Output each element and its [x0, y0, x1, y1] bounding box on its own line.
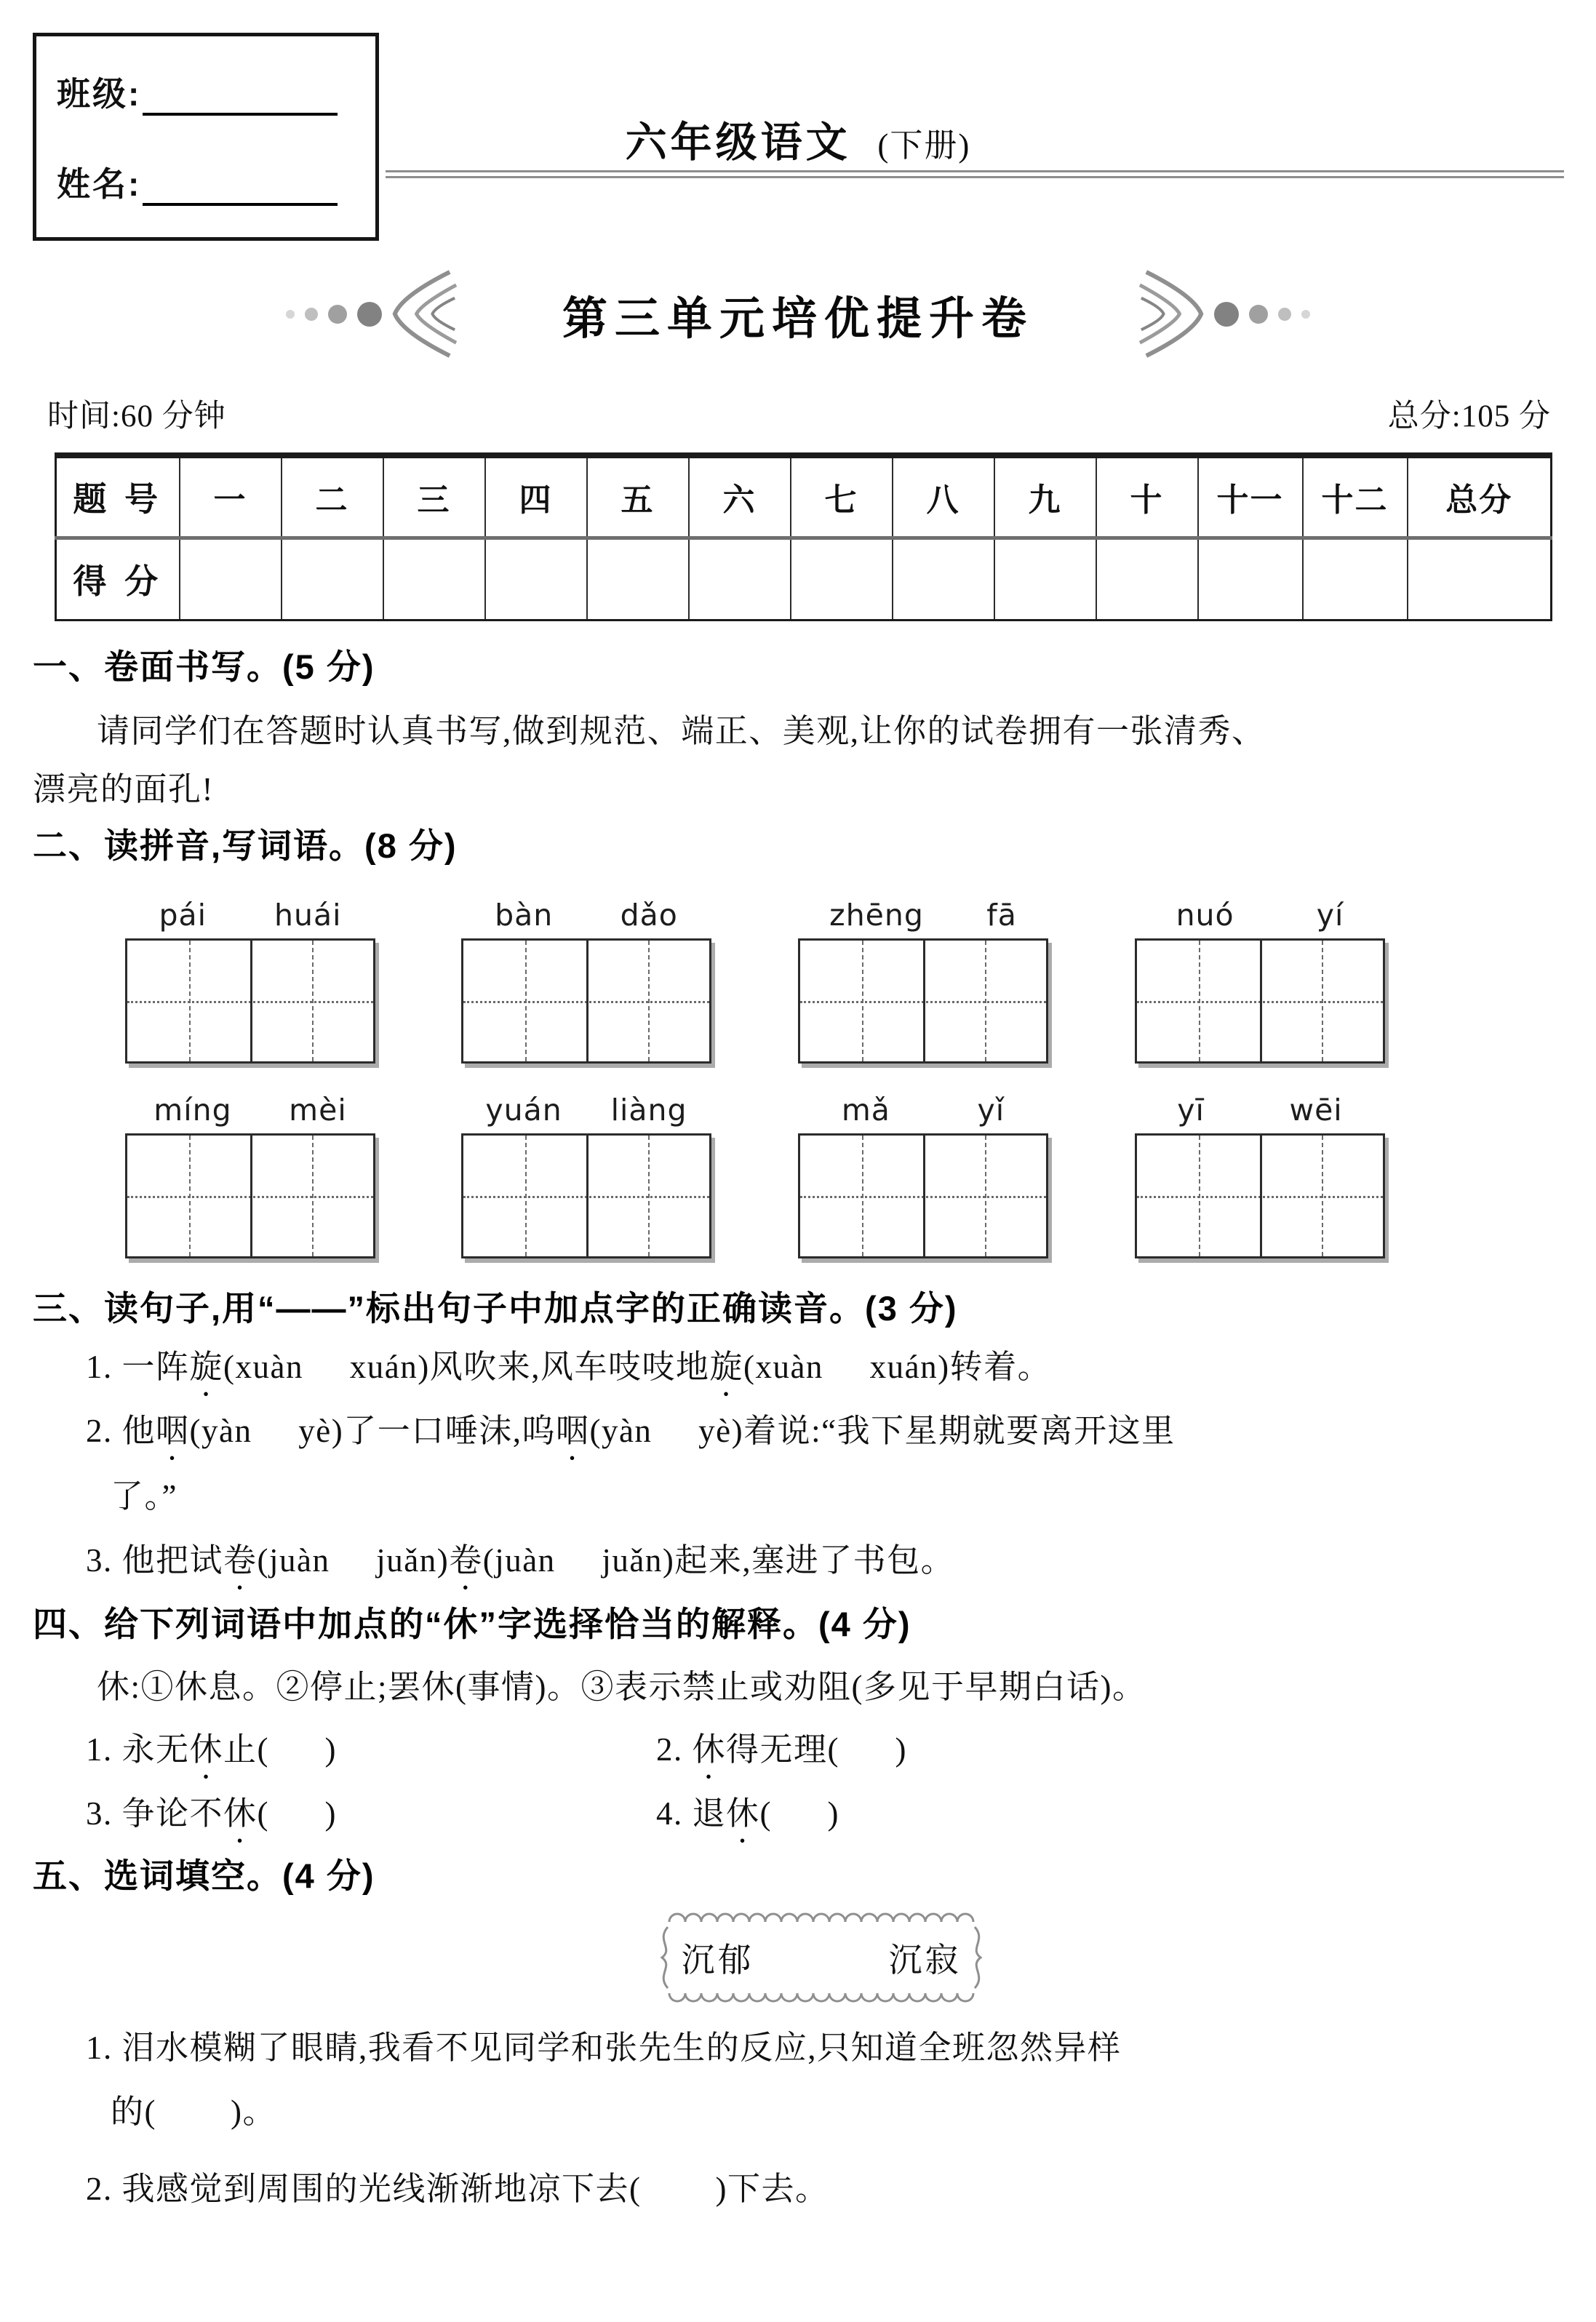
name-label: 姓名:	[57, 165, 142, 203]
section3-title: 三、读句子,用“——”标出句子中加点字的正确读音。(3 分)	[33, 1289, 958, 1328]
text-segment: 止( )	[223, 1731, 338, 1768]
dotted-char: 休	[726, 1795, 760, 1832]
col-4: 四	[485, 455, 587, 538]
grid-divider	[1260, 1136, 1262, 1256]
col-7: 七	[791, 455, 893, 538]
pinyin-group-zheng-fa	[798, 880, 1048, 1064]
pinyin-label	[125, 880, 375, 933]
section5-item1-line2: 的( )。	[111, 2094, 276, 2130]
pinyin-syllable: mǎ	[841, 1093, 890, 1128]
meta-row	[47, 391, 1551, 436]
dotted-char: 卷	[223, 1542, 258, 1579]
score-cell-6	[689, 538, 791, 620]
text-segment: 2. 他	[86, 1413, 156, 1449]
score-cell-4	[485, 538, 587, 620]
col-9: 九	[994, 455, 1096, 538]
score-cell-5	[587, 538, 689, 620]
dotted-char: 休	[223, 1795, 258, 1832]
text-segment: (yàn yè)着说:“我下星期就要离开这里	[589, 1413, 1176, 1449]
pinyin-group-yi-wei	[1135, 1075, 1385, 1258]
pinyin-syllable: zhēng	[829, 898, 924, 933]
pinyin-group-pai-huai	[125, 880, 375, 1064]
text-segment: (xuàn xuán)风吹来,风车吱吱地	[223, 1349, 710, 1385]
section3-item3	[86, 1533, 954, 1597]
grid-divider	[923, 1136, 925, 1256]
writing-grid	[125, 938, 375, 1064]
book-title-text: 六年级语文	[625, 119, 851, 166]
pinyin-syllable: wēi	[1289, 1093, 1343, 1128]
pinyin-syllable: yí	[1316, 898, 1344, 933]
section3-item1	[86, 1340, 1051, 1403]
pinyin-syllable: huái	[274, 898, 342, 933]
score-cell-1	[180, 538, 282, 620]
col-6: 六	[689, 455, 791, 538]
dotted-char: 卷	[449, 1542, 483, 1579]
section4-item4	[656, 1787, 839, 1850]
pinyin-syllable: dǎo	[620, 898, 678, 933]
text-segment: 3. 争论不	[86, 1795, 224, 1832]
pinyin-label	[125, 1075, 375, 1128]
pinyin-syllable: yī	[1177, 1093, 1205, 1128]
section1-text-line2: 漂亮的面孔!	[33, 771, 214, 807]
pinyin-syllable: mèi	[289, 1093, 347, 1128]
header-divider	[386, 170, 1564, 178]
score-cell-11	[1198, 538, 1303, 620]
score-cell-9	[994, 538, 1096, 620]
grid-divider	[1260, 941, 1262, 1061]
score-table	[55, 452, 1552, 621]
writing-grid	[125, 1133, 375, 1258]
text-segment: (yàn yè)了一口唾沫,呜	[189, 1413, 556, 1449]
pinyin-label	[798, 1075, 1048, 1128]
score-cell-3	[383, 538, 485, 620]
section4-title: 四、给下列词语中加点的“休”字选择恰当的解释。(4 分)	[33, 1605, 911, 1643]
score-cell-12	[1303, 538, 1408, 620]
ornament-dots-right-icon	[1209, 302, 1315, 327]
section4-item1	[86, 1723, 337, 1786]
score-cell-2	[282, 538, 383, 620]
word-bank-words	[655, 1910, 988, 2006]
section5-item1-line1: 1. 泪水模糊了眼睛,我看不见同学和张先生的反应,只知道全班忽然异样	[86, 2030, 1122, 2066]
word-option-2: 沉寂	[888, 1942, 962, 1979]
pinyin-label	[1135, 880, 1385, 933]
name-blank-line	[143, 175, 338, 206]
writing-grid	[798, 1133, 1048, 1258]
section2-title: 二、读拼音,写词语。(8 分)	[33, 826, 458, 865]
pinyin-syllable: pái	[159, 898, 207, 933]
score-label: 得 分	[56, 538, 180, 620]
class-label: 班级:	[57, 75, 142, 113]
grid-divider	[250, 1136, 252, 1256]
text-segment: (juàn juǎn)	[257, 1542, 450, 1579]
paper-title: 第三单元培优提升卷	[562, 293, 1034, 344]
word-bank-box	[655, 1910, 988, 2006]
ornament-dots-left-icon	[281, 302, 387, 327]
pinyin-label	[461, 880, 711, 933]
col-3: 三	[383, 455, 485, 538]
paper-title-row	[0, 269, 1596, 359]
pinyin-syllable: yǐ	[977, 1093, 1005, 1128]
pinyin-label	[461, 1075, 711, 1128]
writing-grid	[1135, 1133, 1385, 1258]
dotted-char: 旋	[709, 1349, 743, 1385]
dotted-char: 咽	[156, 1413, 190, 1449]
text-segment: ( )	[257, 1795, 338, 1832]
section4-item3	[86, 1787, 337, 1850]
writing-grid	[1135, 938, 1385, 1064]
pinyin-group-nuo-yi	[1135, 880, 1385, 1064]
col-10: 十	[1096, 455, 1198, 538]
text-segment: 1. 永无	[86, 1731, 190, 1768]
ornament-arc-right-icon	[1139, 269, 1209, 359]
writing-grid	[461, 938, 711, 1064]
score-cell-7	[791, 538, 893, 620]
text-segment: ( )	[759, 1795, 840, 1832]
book-title	[0, 109, 1596, 169]
pinyin-group-yuan-liang	[461, 1075, 711, 1258]
dotted-char: 旋	[189, 1349, 224, 1385]
question-number-label: 题 号	[56, 455, 180, 538]
pinyin-syllable: nuó	[1176, 898, 1234, 933]
pinyin-syllable: bàn	[495, 898, 554, 933]
col-1: 一	[180, 455, 282, 538]
section4-item2	[656, 1723, 907, 1786]
total-score: 总分:105 分	[1387, 399, 1551, 434]
score-cell-10	[1096, 538, 1198, 620]
pinyin-label	[1135, 1075, 1385, 1128]
dotted-char: 休	[189, 1731, 224, 1768]
pinyin-syllable: liàng	[610, 1093, 687, 1128]
pinyin-syllable: míng	[153, 1093, 232, 1128]
col-12: 十二	[1303, 455, 1408, 538]
pinyin-syllable: fā	[986, 898, 1017, 933]
col-8: 八	[893, 455, 994, 538]
score-row	[56, 538, 1552, 620]
writing-grid	[798, 938, 1048, 1064]
col-11: 十一	[1198, 455, 1303, 538]
section4-definition: 休:①休息。②停止;罢休(事情)。③表示禁止或劝阻(多见于早期白话)。	[97, 1669, 1146, 1705]
time-limit: 时间:60 分钟	[47, 399, 226, 434]
dotted-char: 咽	[555, 1413, 590, 1449]
text-segment: (xuàn xuán)转着。	[743, 1349, 1052, 1385]
text-segment: 4. 退	[656, 1795, 727, 1832]
question-number-row	[56, 455, 1552, 538]
text-segment: (juàn juǎn)起来,塞进了书包。	[482, 1542, 955, 1579]
grid-divider	[923, 941, 925, 1061]
writing-grid	[461, 1133, 711, 1258]
col-total: 总分	[1408, 455, 1552, 538]
section3-item2-line1	[86, 1404, 1176, 1467]
pinyin-group-ming-mei	[125, 1075, 375, 1258]
col-2: 二	[282, 455, 383, 538]
section1-text-line1: 请同学们在答题时认真书写,做到规范、端正、美观,让你的试卷拥有一张清秀、	[97, 713, 1266, 749]
dotted-char: 休	[692, 1731, 727, 1768]
grid-divider	[586, 1136, 588, 1256]
section1-title: 一、卷面书写。(5 分)	[33, 647, 375, 686]
grid-divider	[250, 941, 252, 1061]
text-segment: 2.	[656, 1731, 693, 1768]
section5-title: 五、选词填空。(4 分)	[33, 1856, 375, 1895]
pinyin-syllable: yuán	[485, 1093, 562, 1128]
col-5: 五	[587, 455, 689, 538]
pinyin-group-ban-dao	[461, 880, 711, 1064]
text-segment: 3. 他把试	[86, 1542, 224, 1579]
word-option-1: 沉郁	[681, 1942, 754, 1979]
text-segment: 1. 一阵	[86, 1349, 190, 1385]
score-cell-8	[893, 538, 994, 620]
ornament-arc-left-icon	[387, 269, 457, 359]
pinyin-label	[798, 880, 1048, 933]
pinyin-group-ma-yi	[798, 1075, 1048, 1258]
section3-item2-line2: 了。”	[111, 1478, 177, 1515]
section5-item2: 2. 我感觉到周围的光线渐渐地凉下去( )下去。	[86, 2171, 829, 2207]
book-volume: (下册)	[877, 127, 971, 164]
grid-divider	[586, 941, 588, 1061]
text-segment: 得无理( )	[726, 1731, 907, 1768]
score-cell-total	[1408, 538, 1552, 620]
